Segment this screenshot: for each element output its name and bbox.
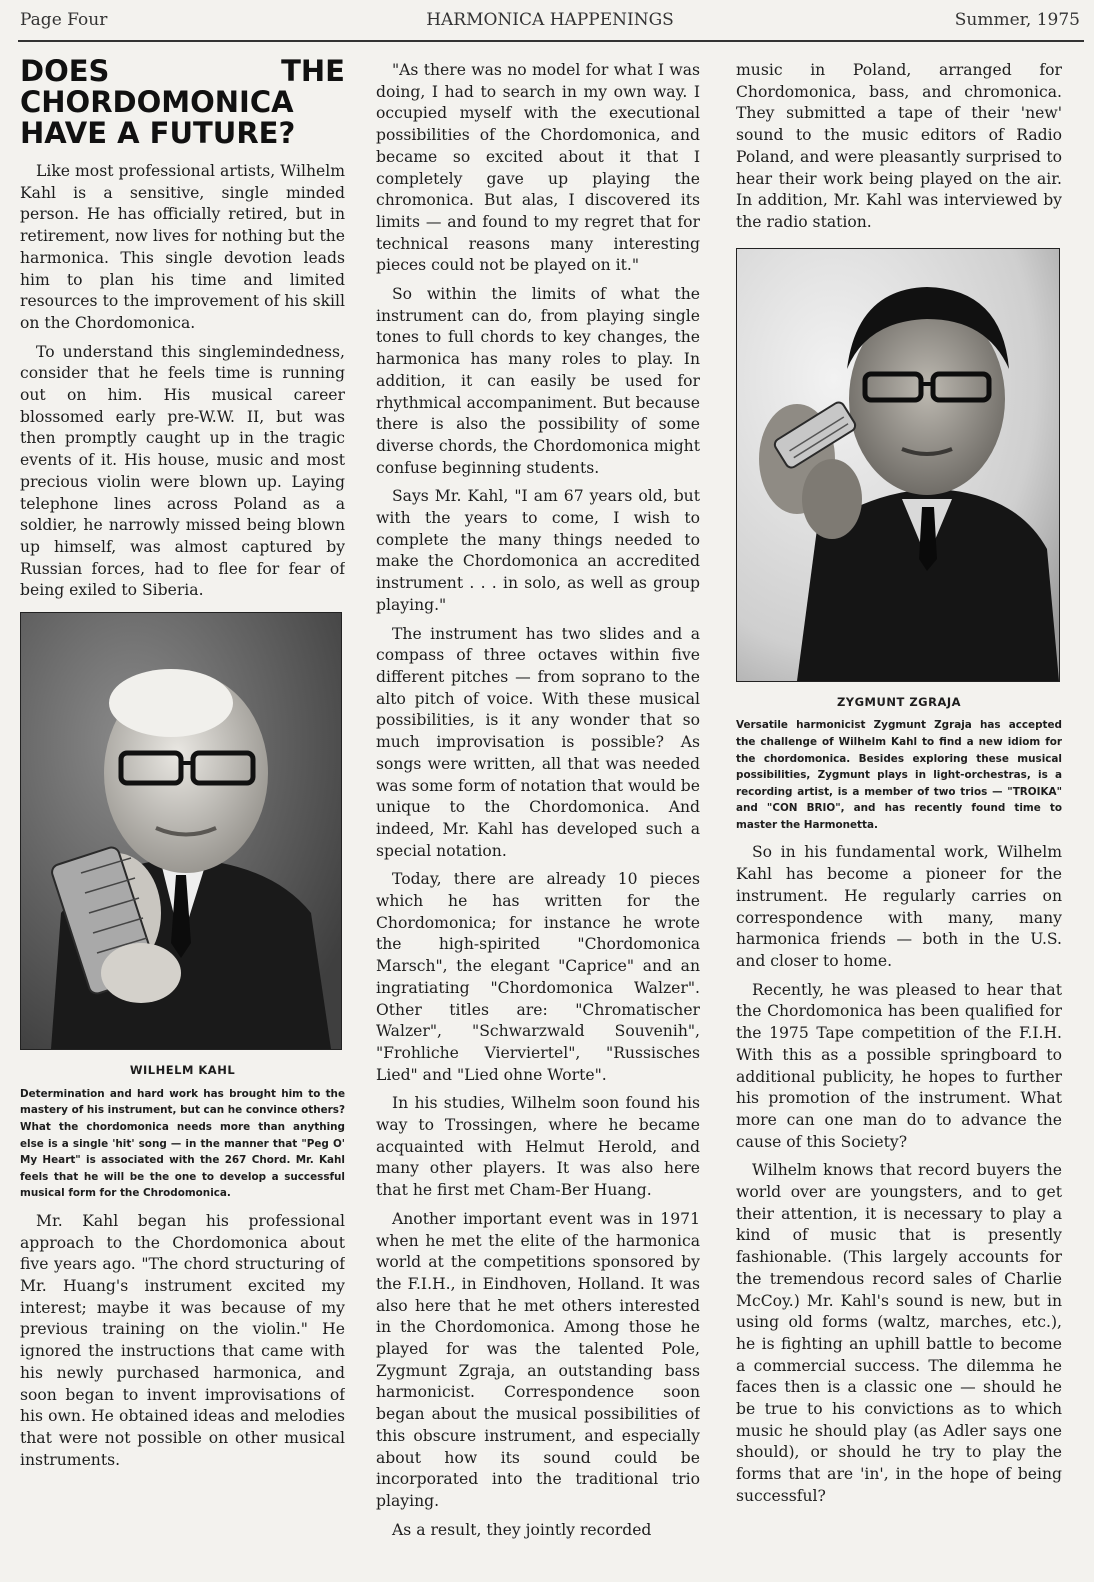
- issue-date: Summer, 1975: [954, 10, 1080, 30]
- paragraph: Today, there are already 10 pieces which he has written for the Chordomonica; for instance he wrote the high-spirited "Chordomonica Marsch", the elegant "Caprice" and an ingratiating "Chordomonica Walzer". Other titles are: "Chromatischer Walzer", "Schwarzwald Souvenih", "Frohliche Vierviertel", "Russisches Lied" and "Lied ohne Worte".: [376, 870, 700, 1084]
- paragraph: Recently, he was pleased to hear that the Chordomonica has been qualified for the 1975 Tape competition of the F.I.H. With this as a possible springboard to additional publicity, he hopes to further his promotion of the instrument. What more can one man do to advance the cause of this Society?: [736, 980, 1062, 1151]
- column-3: [736, 60, 1062, 1572]
- publication-title: HARMONICA HAPPENINGS: [426, 10, 674, 30]
- photo-caption-title: ZYGMUNT ZGRAJA: [836, 694, 962, 709]
- paragraph: Wilhelm knows that record buyers the world over are youngsters, and to get their attention, it is necessary to play a kind of music that is presently fashionable. (This largely accounts for the tremendous record sales of Charlie McCoy.) Mr. Kahl's sound is new, but in using old forms (waltz, marches, etc.), he is fighting an uphill battle to become a commercial success. The dilemma he faces then is a classic one — should he be true to his convictions as to which music he should play (as Adler says one should), or should he try to play the forms that are 'in', in the hope of being successful?: [736, 1161, 1062, 1505]
- paragraph: So within the limits of what the instrument can do, from playing single tones to full chords to key changes, the harmonica has many roles to play. In addition, it can easily be used for rhythmical accompaniment. But because there is also the possibility of some diverse chords, the Chordomonica might confuse beginning students.: [376, 285, 700, 477]
- portrait-illustration: [21, 613, 341, 1049]
- photo-caption: Determination and hard work has brought him to the mastery of his instrument, but can he convince others? What the chordomonica needs more than anything else is a single 'hit' song — in the manner that "Peg O' My Heart" is associated with the 267 Chord. Mr. Kahl feels that he will be the one to develop a successful musical form for the Chrodomonica.: [20, 1087, 345, 1200]
- paragraph: Mr. Kahl began his professional approach to the Chordomonica about five years ago. "The chord structuring of Mr. Huang's instrument excited my interest; maybe it was because of my previous training on the violin." He ignored the instructions that came with his newly purchased harmonica, and soon began to invent improvisations of his own. He obtained ideas and melodies that were not possible on other musical instruments.: [20, 1211, 345, 1469]
- paragraph: Another important event was in 1971 when he met the elite of the harmonica world at the competitions sponsored by the F.I.H., in Eindhoven, Holland. It was also here that he met others interested in the Chordomonica. Among those he played for was the talented Pole, Zygmunt Zgraja, an outstanding bass harmonicist. Correspondence soon began about the musical possibilities of this obscure instrument, and especially about how its sound could be incorporated into the traditional trio playing.: [376, 1209, 700, 1510]
- portrait-illustration: [737, 249, 1059, 681]
- article-headline: DOES THE CHORDOMONICA HAVE A FUTURE?: [20, 56, 345, 150]
- paragraph: In his studies, Wilhelm soon found his way to Trossingen, where he became acquainted with Helmut Herold, and many other players. It was also here that he first met Cham-Ber Huang.: [376, 1094, 700, 1200]
- paragraph: As a result, they jointly recorded: [392, 1520, 652, 1539]
- paragraph: music in Poland, arranged for Chordomonica, bass, and chromonica. They submitted a tape of their 'new' sound to the music editors of Radio Poland, and were pleasantly surprised to hear their work being played on the air. In addition, Mr. Kahl was interviewed by the radio station.: [736, 61, 1062, 231]
- page-header: [20, 10, 1080, 36]
- page-number: Page Four: [20, 10, 108, 30]
- photo-wilhelm-kahl: [20, 612, 342, 1050]
- photo-zygmunt-zgraja: [736, 248, 1060, 682]
- photo-caption-title: WILHELM KAHL: [129, 1063, 236, 1078]
- header-rule: [18, 40, 1084, 42]
- paragraph: To understand this singlemindedness, consider that he feels time is running out on him. His musical career blossomed early pre-W.W. II, but was then promptly caught up in the tragic events of it. His house, music and most precious violin were blown up. Laying telephone lines across Poland as a soldier, he narrowly missed being blown up himself, was almost captured by Russian forces, had to flee for fear of being exiled to Siberia.: [20, 342, 345, 600]
- photo-caption: Versatile harmonicist Zygmunt Zgraja has accepted the challenge of Wilhelm Kahl to find a new idiom for the chordomonica. Besides exploring these musical possibilities, Zygmunt plays in light-orchestras, is a recording artist, is a member of two trios — "TROIKA" and "CON BRIO", and has recently found time to master the Harmonetta.: [736, 719, 1062, 831]
- column-2: [376, 60, 700, 1572]
- paragraph: Like most professional artists, Wilhelm Kahl is a sensitive, single minded person. He has officially retired, but in retirement, now lives for nothing but the harmonica. This single devotion leads him to plan his time and limited resources to the improvement of his skill on the Chordomonica.: [20, 162, 345, 332]
- paragraph: The instrument has two slides and a compass of three octaves within five different pitches — from soprano to the alto pitch of voice. With these musical possibilities, is it any wonder that so much improvisation is possible? As songs were written, all that was needed was some form of notation that would be unique to the Chordomonica. And indeed, Mr. Kahl has developed such a special notation.: [376, 624, 700, 860]
- paragraph: Says Mr. Kahl, "I am 67 years old, but with the years to come, I wish to complete the many things needed to make the Chordomonica an accredited instrument . . . in solo, as well as group playing.": [376, 487, 700, 614]
- paragraph: "As there was no model for what I was doing, I had to search in my own way. I occupied myself with the executional possibilities of the Chordomonica, and became so excited about it that I completely gave up playing the chromonica. But alas, I discovered its limits — and found to my regret that for technical reasons many interesting pieces could not be played on it.": [376, 61, 700, 275]
- paragraph: So in his fundamental work, Wilhelm Kahl has become a pioneer for the instrument. He regularly carries on correspondence with many, many harmonica friends — both in the U.S. and closer to home.: [736, 843, 1062, 970]
- column-1: [20, 56, 345, 1572]
